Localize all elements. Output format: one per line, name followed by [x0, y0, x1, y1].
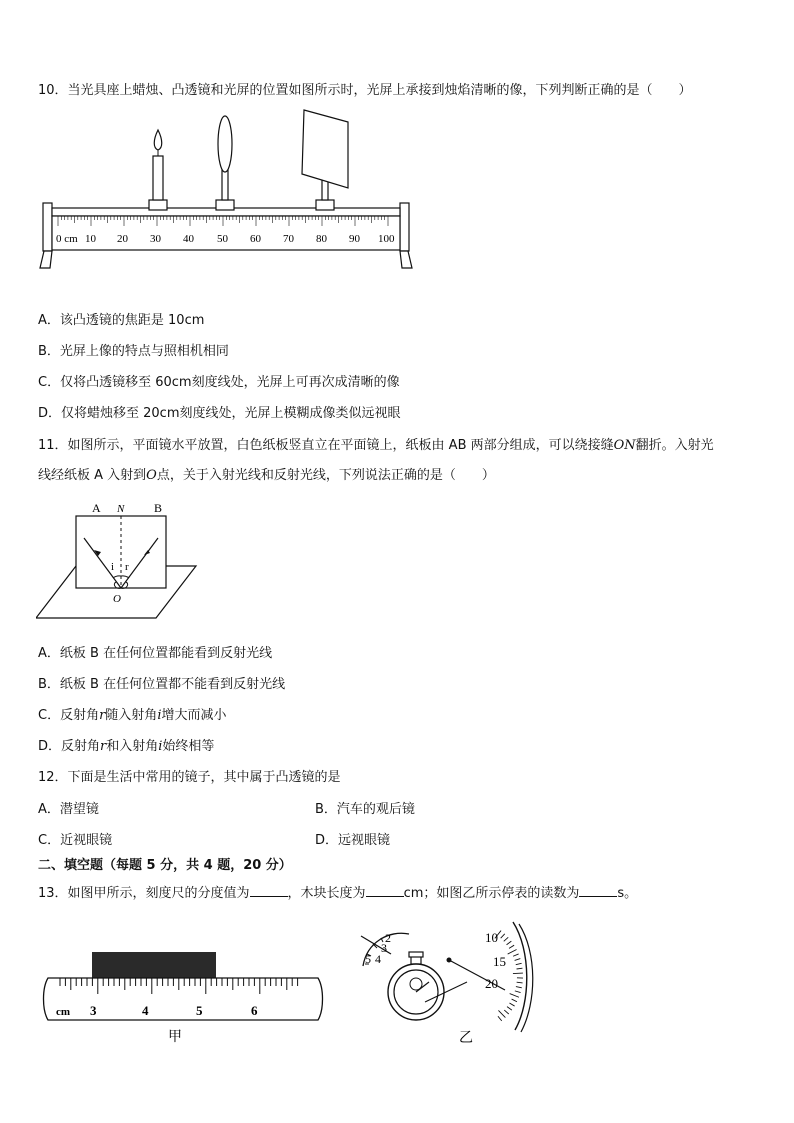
pointer-pivot — [447, 958, 452, 963]
ruler-label-4: 4 — [142, 1003, 149, 1018]
ruler-caption: 甲 — [168, 1030, 182, 1045]
q11-stem-line1: 11．如图所示，平面镜水平放置，白色纸板竖直立在平面镜上，纸板由 AB 两部分组成，可以绕接缝ON翻折。入射光 — [38, 438, 714, 453]
blank-stopwatch-reading[interactable] — [579, 884, 617, 897]
bench-label-80: 80 — [316, 233, 327, 245]
optical-bench-figure — [36, 108, 416, 270]
label-i: i — [111, 561, 115, 573]
q13-stem: 13．如图甲所示，刻度尺的分度值为 ，木块长度为 cm；如图乙所示停表的读数为 s。 — [38, 886, 638, 901]
tick-mark — [516, 987, 522, 988]
label-r: r — [125, 561, 129, 573]
bench-label-50: 50 — [217, 233, 228, 245]
stopwatch-button — [409, 952, 423, 957]
second-dial-arc — [513, 922, 527, 1030]
blank-block-length[interactable] — [366, 884, 404, 897]
q11-option-c[interactable]: C．反射角r随入射角i增大而减小 — [38, 708, 227, 723]
stopwatch-figure — [355, 920, 540, 1050]
q10-stem: 10．当光具座上蜡烛、凸透镜和光屏的位置如图所示时，光屏上承接到烛焰清晰的像，下列判断正确的是（ ） — [38, 83, 692, 98]
convex-lens — [216, 116, 234, 210]
second-label-20: 20 — [485, 976, 498, 991]
q12-stem: 12．下面是生活中常用的镜子，其中属于凸透镜的是 — [38, 770, 341, 785]
bench-label-70: 70 — [283, 233, 294, 245]
q12-option-d[interactable]: D．远视眼镜 — [315, 833, 391, 848]
bench-left-foot — [40, 251, 52, 268]
q10-option-b[interactable]: B．光屏上像的特点与照相机相同 — [38, 344, 229, 359]
bench-label-90: 90 — [349, 233, 360, 245]
second-label-15: 15 — [493, 954, 506, 969]
bench-left-post — [43, 203, 52, 251]
ruler-label-6: 6 — [251, 1003, 258, 1018]
section-title: 二、填空题（每题 5 分，共 4 题，20 分） — [38, 858, 292, 873]
tick-mark — [507, 1007, 512, 1011]
tick-mark — [517, 982, 523, 983]
plane-mirror-figure — [36, 498, 206, 628]
wood-block — [92, 952, 216, 978]
label-n: N — [117, 503, 125, 515]
label-o: O — [113, 593, 121, 605]
tick-mark — [509, 1003, 514, 1006]
tick-mark — [508, 949, 517, 954]
q10-option-a[interactable]: A．该凸透镜的焦距是 10cm — [38, 313, 205, 328]
bench-right-post — [400, 203, 409, 251]
bench-label-60: 60 — [250, 233, 261, 245]
stopwatch-caption: 乙 — [459, 1031, 473, 1046]
minute-label-4: 4 — [375, 952, 381, 966]
tick-mark — [513, 954, 519, 956]
q12-option-c[interactable]: C．近视眼镜 — [38, 833, 113, 848]
label-a: A — [92, 501, 101, 515]
q10-option-d[interactable]: D．仅将蜡烛移至 20cm刻度线处，光屏上模糊成像类似远视眼 — [38, 406, 401, 421]
minute-label-2: 2 — [385, 931, 391, 945]
tick-mark — [510, 994, 519, 998]
q11-stem-line2: 线经纸板 A 入射到O点，关于入射光线和反射光线，下列说法正确的是（ ） — [38, 468, 495, 483]
bench-label-40: 40 — [183, 233, 194, 245]
tick-mark — [501, 934, 505, 938]
tick-mark — [498, 1010, 505, 1017]
bench-label-0: 0 cm — [56, 233, 78, 245]
minute-label-3: 3 — [381, 941, 387, 955]
ruler-label-5: 5 — [196, 1003, 203, 1018]
second-tick-marks — [495, 931, 523, 1021]
q12-option-a[interactable]: A．潜望镜 — [38, 802, 99, 817]
bench-label-100: 100 — [378, 233, 395, 245]
tick-mark — [509, 945, 514, 948]
tick-mark — [507, 941, 512, 945]
q11-stem-on: ON — [613, 438, 636, 453]
light-screen — [302, 110, 348, 210]
blank-division-value[interactable] — [250, 884, 288, 897]
ruler-figure — [40, 948, 325, 1048]
tick-mark — [515, 959, 521, 961]
q11-stem-o: O — [146, 468, 157, 483]
tick-mark — [512, 999, 517, 1002]
q12-option-b[interactable]: B．汽车的观后镜 — [315, 802, 415, 817]
q10-option-c[interactable]: C．仅将凸透镜移至 60cm刻度线处，光屏上可再次成清晰的像 — [38, 375, 400, 390]
tick-mark — [504, 1010, 509, 1014]
tick-mark — [504, 937, 508, 941]
bench-label-10: 10 — [85, 233, 96, 245]
bench-label-20: 20 — [117, 233, 128, 245]
ruler-label-3: 3 — [90, 1003, 97, 1018]
q11-option-d[interactable]: D．反射角r和入射角i始终相等 — [38, 739, 215, 754]
minute-label-5: 5 — [365, 952, 371, 966]
candle — [149, 130, 167, 210]
ruler — [44, 978, 323, 1020]
tick-mark — [515, 991, 521, 993]
tick-mark — [517, 968, 523, 969]
q11-option-b[interactable]: B．纸板 B 在任何位置都不能看到反射光线 — [38, 677, 286, 692]
second-label-10: 10 — [485, 930, 498, 945]
ruler-label-cm: cm — [56, 1006, 71, 1018]
bench-label-30: 30 — [150, 233, 161, 245]
bench-right-foot — [400, 251, 412, 268]
tick-mark — [498, 1016, 502, 1021]
tick-mark — [516, 963, 522, 964]
q11-option-a[interactable]: A．纸板 B 在任何位置都能看到反射光线 — [38, 646, 273, 661]
label-b: B — [154, 501, 163, 515]
